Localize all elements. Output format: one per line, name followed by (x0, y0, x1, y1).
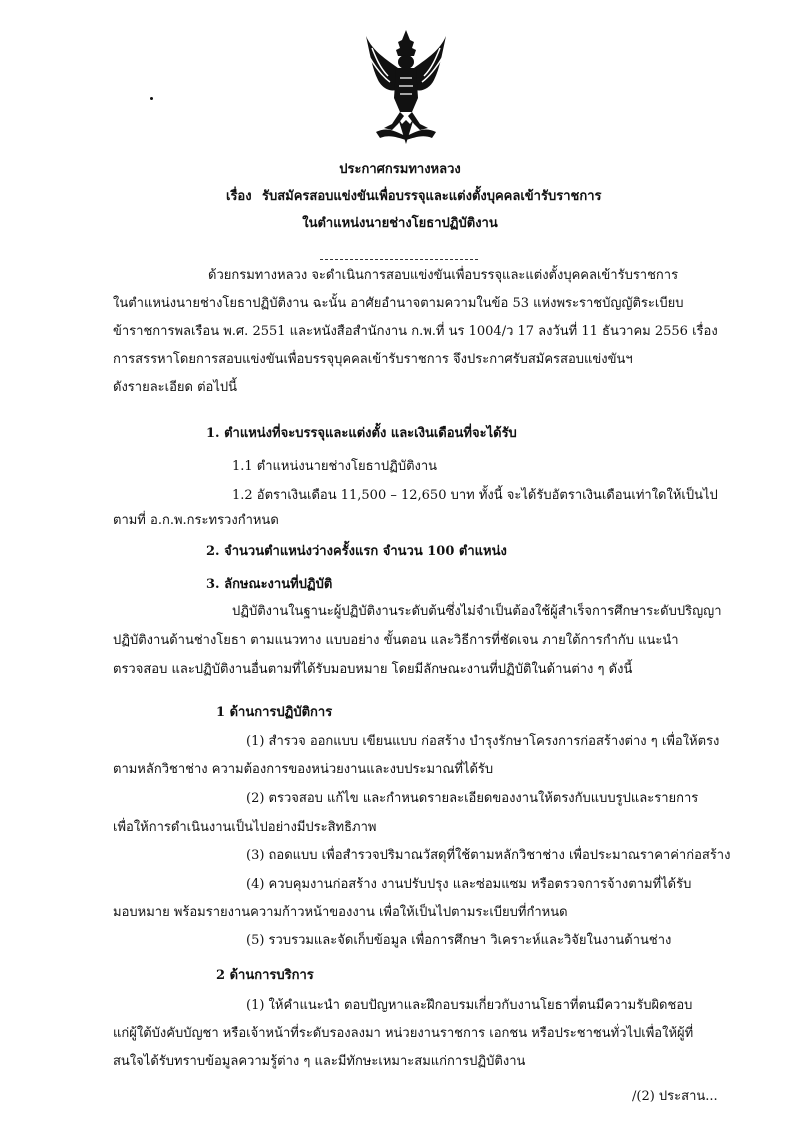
garuda-emblem-icon (362, 28, 450, 146)
intro-line: ดังรายละเอียด ต่อไปนี้ (113, 380, 238, 395)
subsection-1-heading: 1 ด้านการปฏิบัติการ (216, 705, 333, 720)
subsection-1-item: (5) รวบรวมและจัดเก็บข้อมูล เพื่อการศึกษา วิเคราะห์และวิจัยในงานด้านช่าง (246, 933, 672, 948)
subsection-1-item: (3) ถอดแบบ เพื่อสำรวจปริมาณวัสดุที่ใช้ตามหลักวิชาช่าง เพื่อประมาณราคาค่าก่อสร้าง (246, 848, 731, 863)
continuation-note: /(2) ประสาน... (632, 1089, 718, 1104)
section-3-body: ตรวจสอบ และปฏิบัติงานอื่นตามที่ได้รับมอบหมาย โดยมีลักษณะงานที่ปฏิบัติในด้านต่าง ๆ ดังนี้ (113, 662, 633, 677)
section-1-heading: 1. ตำแหน่งที่จะบรรจุและแต่งตั้ง และเงินเดือนที่จะได้รับ (206, 426, 517, 441)
section-3-body: ปฏิบัติงานในฐานะผู้ปฏิบัติงานระดับต้นซึ่งไม่จำเป็นต้องใช้ผู้สำเร็จการศึกษาระดับปริญญา (232, 604, 722, 619)
subsection-2-heading: 2 ด้านการบริการ (216, 968, 314, 983)
subject-label: เรื่อง (226, 189, 252, 204)
document-agency-title: ประกาศกรมทางหลวง (339, 162, 461, 177)
intro-line: ข้าราชการพลเรือน พ.ศ. 2551 และหนังสือสำนักงาน ก.พ.ที่ นร 1004/ว 17 ลงวันที่ 11 ธันวาคม 2556 เรื่อง (113, 324, 718, 339)
subject-line-2: ในตำแหน่งนายช่างโยธาปฏิบัติงาน (302, 216, 498, 231)
subsection-1-item: เพื่อให้การดำเนินงานเป็นไปอย่างมีประสิทธิภาพ (113, 820, 377, 835)
section-1-item: 1.2 อัตราเงินเดือน 11,500 – 12,650 บาท ทั้งนี้ จะได้รับอัตราเงินเดือนเท่าใดให้เป็นไป (232, 488, 718, 503)
intro-line: การสรรหาโดยการสอบแข่งขันเพื่อบรรจุบุคคลเข้ารับราชการ จึงประกาศรับสมัครสอบแข่งขันฯ (113, 352, 633, 367)
section-3-heading: 3. ลักษณะงานที่ปฏิบัติ (206, 577, 333, 592)
subsection-2-item: สนใจได้รับทราบข้อมูลความรู้ต่าง ๆ และมีทักษะเหมาะสมแก่การปฏิบัติงาน (113, 1054, 526, 1069)
section-2-heading: 2. จำนวนตำแหน่งว่างครั้งแรก จำนวน 100 ตำแหน่ง (206, 544, 507, 559)
subsection-2-item: (1) ให้คำแนะนำ ตอบปัญหาและฝึกอบรมเกี่ยวกับงานโยธาที่ตนมีความรับผิดชอบ (246, 998, 693, 1013)
section-3-body: ปฏิบัติงานด้านช่างโยธา ตามแนวทาง แบบอย่าง ขั้นตอน และวิธีการที่ชัดเจน ภายใต้การกำกับ แนะนำ (113, 633, 679, 648)
subsection-1-item: (4) ควบคุมงานก่อสร้าง งานปรับปรุง และซ่อมแซม หรือตรวจการจ้างตามที่ได้รับ (246, 877, 692, 892)
subsection-1-item: มอบหมาย พร้อมรายงานความก้าวหน้าของงาน เพื่อให้เป็นไปตามระเบียบที่กำหนด (113, 905, 568, 920)
subject-line: รับสมัครสอบแข่งขันเพื่อบรรจุและแต่งตั้งบุคคลเข้ารับราชการ (262, 189, 602, 204)
intro-line: ด้วยกรมทางหลวง จะดำเนินการสอบแข่งขันเพื่อบรรจุและแต่งตั้งบุคคลเข้ารับราชการ (208, 268, 679, 283)
subsection-2-item: แก่ผู้ใต้บังคับบัญชา หรือเจ้าหน้าที่ระดับรองลงมา หน่วยงานราชการ เอกชน หรือประชาชนทั่วไปเพื่อให้ผู้ที่ (113, 1026, 694, 1041)
subsection-1-item: (2) ตรวจสอบ แก้ไข และกำหนดรายละเอียดของงานให้ตรงกับแบบรูปและรายการ (246, 791, 699, 806)
subsection-1-item: ตามหลักวิชาช่าง ความต้องการของหน่วยงานและงบประมาณที่ได้รับ (113, 762, 494, 777)
section-1-item: 1.1 ตำแหน่งนายช่างโยธาปฏิบัติงาน (232, 459, 438, 474)
subsection-1-item: (1) สำรวจ ออกแบบ เขียนแบบ ก่อสร้าง บำรุงรักษาโครงการก่อสร้างต่าง ๆ เพื่อให้ตรง (246, 734, 720, 749)
header-divider (320, 259, 478, 260)
intro-line: ในตำแหน่งนายช่างโยธาปฏิบัติงาน ฉะนั้น อาศัยอำนาจตามความในข้อ 53 แห่งพระราชบัญญัติระเบียบ (113, 296, 684, 311)
speck-mark (150, 97, 153, 100)
section-1-item: ตามที่ อ.ก.พ.กระทรวงกำหนด (113, 513, 279, 528)
